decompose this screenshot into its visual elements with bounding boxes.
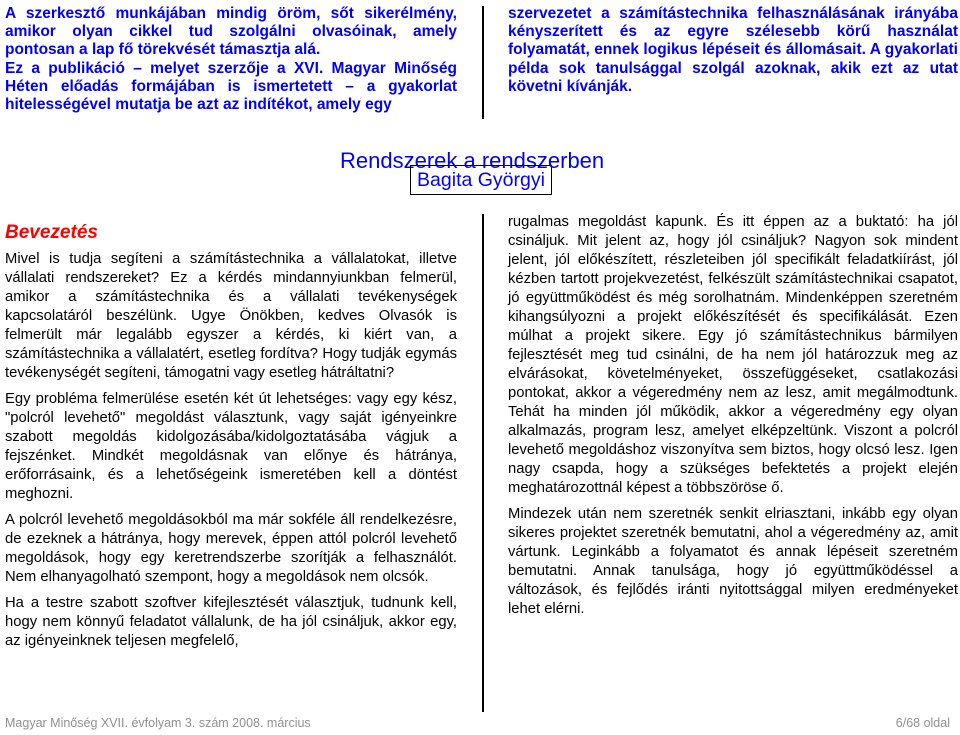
body-paragraph: Mivel is tudja segíteni a számítástechnika a vállalatokat, illetve vállalati rendszereket? Ez a kérdés mindannyiunkban felmerül, amikor a számítástechnika és a vállalati tevékenységek kapcsolatáról beszélünk. Ugye Önökben, kedves Olvasók is felmerült már legalább egyszer a kérdés, ki kiért van, a számítástechnika a vállalatért, esetleg fordítva? Hogy tudják egymás tevékenységét segíteni, támogatni vagy esetleg hátráltatni? [5, 251, 457, 381]
intro-column-divider [482, 6, 484, 119]
body-paragraph: Mindezek után nem szeretnék senkit elriasztani, inkább egy olyan sikeres projektet szeretnék bemutatni, ahol a végeredmény az, amit vártunk. Leginkább a folyamatot és annak lépéseit szeretném bemutatni. Annak tanulsága, hogy jó együttműködéssel a változások, és fejlődés iránti nyitottsággal milyen eredményeket lehet elérni. [508, 506, 958, 617]
body-column-right [508, 213, 958, 626]
page-footer [5, 716, 950, 734]
body-paragraph: A polcról levehető megoldásokból ma már sokféle áll rendelkezésre, de ezeknek a hátránya, hogy merevek, éppen attól polcról levehető megoldások, hogy egy keretrendszerbe szorítják a felhasználót. Nem elhanyagolható szempont, hogy a megoldások nem olcsók. [5, 512, 457, 585]
intro-paragraph: szervezetet a számítástechnika felhasználásának irányába kényszerített és az egyre szélesebb körű használat folyamatát, ennek logikus lépéseit és állomásait. A gyakorlati példa sok tanulsággal szolgál azoknak, akik ezt az utat követni kívánják. [508, 5, 958, 95]
body-paragraph: Egy probléma felmerülése esetén két út lehetséges: vagy egy kész, "polcról levehető" megoldást választunk, vagy saját igényeinkre szabott megoldás kidolgozásába/kidolgoztatásába vágjuk a fejszénket. Mindkét megoldásnak van előnye és hátránya, erőforrásaink, és a lehetőségeink ismeretében kell a döntést meghozni. [5, 391, 457, 502]
body-paragraph: rugalmas megoldást kapunk. És itt éppen az a buktató: ha jól csináljuk. Mit jelent az, hogy jól csináljuk? Nagyon sok mindent jelent, jól előkészített, részleteiben jól specifikált feladatkiírást, jól kézben tartott projekvezetést, felkészült számítástechnikai csapatot, jó együttműködést és még sorolhatnám. Mindenképpen szeretném kihangsúlyozni a projekt előkészítését és specifikálását. Ezen múlhat a projekt sikere. Egy jó számítástechnikus bármilyen fejlesztését meg tud csinálni, de ha nem jól határozzuk meg az elvárásokat, követelményeket, összefüggéseket, csatlakozási pontokat, akkor a végeredmény nem az lesz, amit megálmodtunk. Tehát ha minden jól működik, akkor a végeredmény egy olyan alkalmazás, program lesz, amelyet elképzeltünk. Viszont a polcról levehető megoldáshoz viszonyítva sem biztos, hogy olcsó lesz. Igen nagy csapda, hogy a szükséges befektetés a projekt elején meghatározottnál képest a többszöröse ő. [508, 214, 958, 496]
author-name: Bagita Györgyi [410, 165, 552, 195]
intro-column-right [508, 5, 958, 96]
intro-column-left [5, 5, 457, 114]
footer-publication: Magyar Minőség XVII. évfolyam 3. szám 2008. március [5, 716, 311, 730]
intro-paragraph: A szerkesztő munkájában mindig öröm, sőt sikerélmény, amikor olyan cikkel tud szolgálni olvasóinak, amely pontosan a lap fő törekvését támasztja alá. [5, 5, 457, 59]
footer-page-number: 6/68 oldal [895, 716, 950, 730]
body-paragraph: Ha a testre szabott szoftver kifejlesztését választjuk, tudnunk kell, hogy nem könnyű feladatot vállalunk, de ha jól csináljuk, akkor egy, az igényeinknek teljesen megfelelő, [5, 595, 457, 649]
section-heading: Bevezetés [5, 222, 98, 243]
body-column-divider [482, 214, 484, 712]
body-column-left [5, 250, 457, 658]
intro-paragraph: Ez a publikáció – melyet szerzője a XVI. Magyar Minőség Héten előadás formájában is ismertetett – a gyakorlat hitelességével mutatja be azt az indítékot, amely egy [5, 59, 457, 114]
article-title: Rendszerek a rendszerben [340, 147, 605, 173]
